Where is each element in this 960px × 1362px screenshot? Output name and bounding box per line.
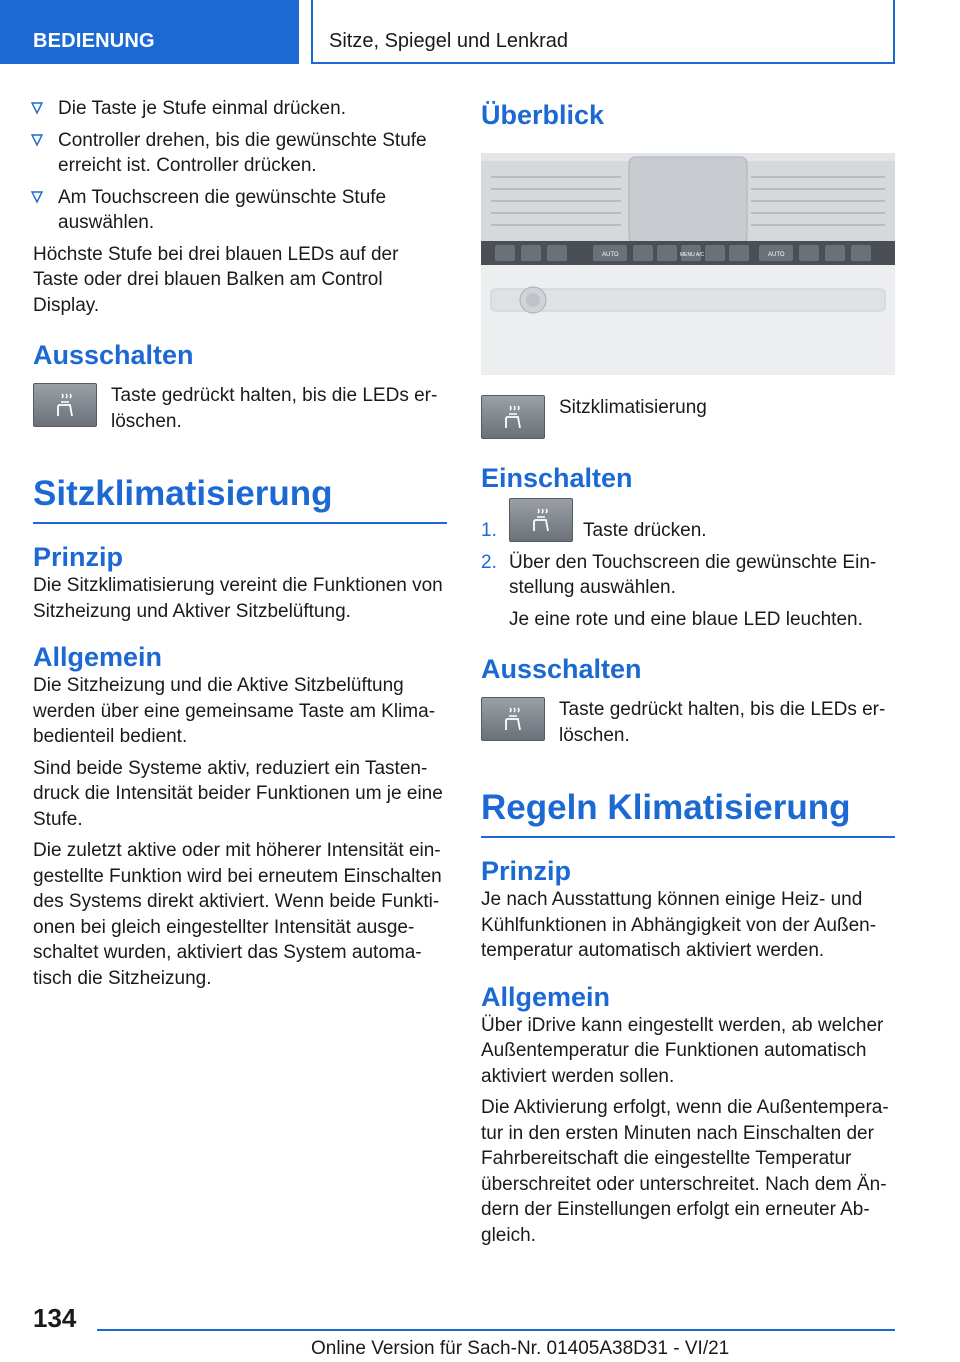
principle-heading: Prinzip: [33, 542, 124, 572]
photo-label: MENU A/C: [680, 252, 705, 258]
general-heading: Allgemein: [33, 642, 163, 672]
principle-text: Die Sitzklimatisierung vereint die Funktionen von Sitzheizung und Aktiver Sitzbelüftung.: [33, 575, 443, 622]
seat-climate-button-icon: [481, 697, 545, 741]
list-item: [0, 96, 447, 122]
chapter-label: Sitze, Spiegel und Lenkrad: [329, 30, 569, 52]
step-note: Je eine rote und eine blaue LED leuchten.: [509, 608, 863, 630]
caption-row: [481, 395, 895, 439]
left-column: [33, 96, 447, 991]
climate-panel-photo: [481, 153, 895, 375]
general-paragraph: Die Aktivierung erfolgt, wenn die Außentempera-tur in den ersten Minuten nach Einschalten der Fahrbereitschaft die eingestellte Temperatur überschreitet oder unterschreitet. Nach dem Än-dern der Einstellungen erfolgt ein erneuter Ab-gleich.: [481, 1097, 889, 1246]
section-divider: [33, 522, 447, 524]
icon-caption: Sitzklimatisierung: [559, 397, 707, 418]
general-paragraph: Über iDrive kann eingestellt werden, ab welcher Außentemperatur die Funktionen automatisch aktiviert werden sollen.: [481, 1014, 884, 1087]
on-steps-list: [481, 504, 895, 601]
seat-climate-icon: [498, 704, 528, 734]
general-heading: Allgemein: [481, 981, 611, 1012]
list-item-text: Am Touchscreen die gewünschte Stufe auswählen.: [58, 186, 387, 233]
off-row: [33, 383, 447, 434]
off-row: [481, 697, 895, 748]
seat-climate-button-icon: [33, 383, 97, 427]
photo-label: AUTO: [602, 252, 619, 258]
seat-climate-icon: [498, 402, 528, 432]
steps-list: [33, 96, 447, 236]
list-item: [481, 550, 895, 601]
general-paragraph: Sind beide Systeme aktiv, reduziert ein Tasten-druck die Intensität beider Funktionen um je eine Stufe.: [33, 757, 443, 830]
seat-climate-button-icon: [481, 395, 545, 439]
list-item-text: Die Taste je Stufe einmal drücken.: [58, 98, 346, 119]
overview-heading: Überblick: [481, 100, 605, 130]
climate-panel-image: [481, 153, 895, 375]
chapter-tab: [311, 0, 895, 64]
footer-version: Online Version für Sach-Nr. 01405A38D31 - VI/21: [311, 1338, 730, 1359]
footer-divider: [97, 1329, 895, 1331]
section-title: Sitzklimatisierung: [33, 474, 333, 513]
list-item: [0, 185, 447, 236]
triangle-bullet-icon: [30, 133, 44, 147]
note-text: Höchste Stufe bei drei blauen LEDs auf der Taste oder drei blauen Balken am Control Display.: [33, 243, 399, 316]
seat-climate-icon: [50, 390, 80, 420]
seat-climate-icon: [526, 505, 556, 535]
principle-text: Je nach Ausstattung können einige Heiz- und Kühlfunktionen in Abhängigkeit von der Außen-temperatur automatisch aktiviert werden.: [481, 889, 877, 961]
general-paragraph: Die Sitzheizung und die Aktive Sitzbelüftung werden über eine gemeinsame Taste am Klima-bedienteil bedient.: [33, 675, 436, 747]
step-number: 2.: [481, 551, 497, 573]
off-text: Taste gedrückt halten, bis die LEDs er-löschen.: [111, 385, 438, 432]
section-tab: [0, 0, 299, 64]
off-heading: Ausschalten: [481, 654, 642, 684]
photo-label: AUTO: [768, 252, 785, 258]
section-title: Regeln Klimatisierung: [481, 788, 851, 827]
list-item: [481, 504, 895, 544]
list-item-text: Controller drehen, bis die gewünschte Stufe erreicht ist. Controller drücken.: [58, 129, 427, 176]
section-label: BEDIENUNG: [33, 30, 155, 52]
triangle-bullet-icon: [30, 101, 44, 115]
step-text: Über den Touchscreen die gewünschte Ein-stellung auswählen.: [509, 551, 877, 598]
step-number: 1.: [481, 520, 497, 541]
off-heading: Ausschalten: [33, 340, 194, 370]
page-number: 134: [33, 1303, 77, 1333]
off-text: Taste gedrückt halten, bis die LEDs er-löschen.: [559, 699, 886, 746]
seat-climate-button-icon: [509, 498, 573, 542]
triangle-bullet-icon: [30, 190, 44, 204]
right-column: [481, 100, 895, 1248]
list-item: [0, 128, 447, 179]
section-divider: [481, 836, 895, 838]
step-text: Taste drücken.: [583, 520, 707, 541]
on-heading: Einschalten: [481, 463, 633, 493]
general-paragraph: Die zuletzt aktive oder mit höherer Intensität ein-gestellte Funktion wird bei erneutem Einschalten des Systems direkt aktiviert. Wenn beide Funkti-onen bei gleich eingestellter Intensität ausge-schaltet wurden, aktiviert das System automa-tisch die Sitzheizung.: [33, 840, 442, 989]
principle-heading: Prinzip: [481, 856, 572, 886]
